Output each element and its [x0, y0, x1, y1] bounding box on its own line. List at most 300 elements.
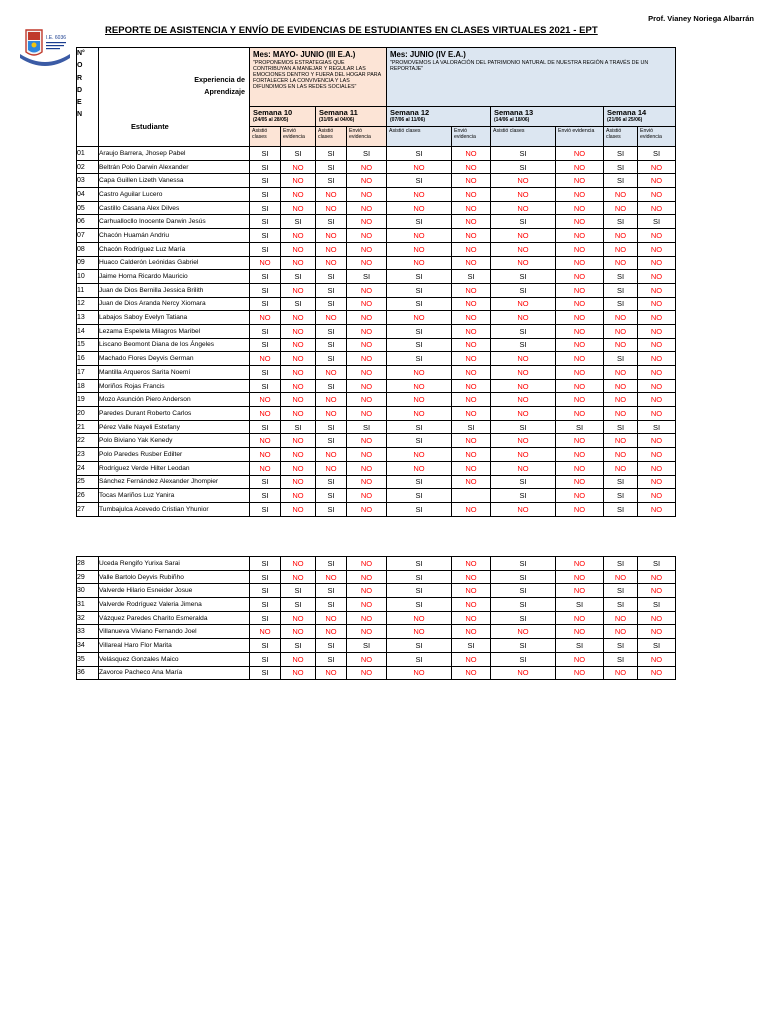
student-name: Beltrán Polo Darwin Alexander — [99, 160, 250, 174]
attendance-cell: SI — [250, 160, 281, 174]
attendance-cell: SI — [316, 502, 347, 516]
evidence-cell: NO — [452, 215, 491, 229]
evidence-cell: NO — [452, 160, 491, 174]
row-number: 32 — [77, 611, 99, 625]
attendance-cell: SI — [604, 652, 638, 666]
student-name: Villareal Haro Flor Marita — [99, 639, 250, 653]
attendance-cell: NO — [387, 611, 452, 625]
student-name: Paredes Durant Roberto Carlos — [99, 407, 250, 421]
evidence-cell: NO — [452, 379, 491, 393]
evidence-cell: NO — [638, 201, 676, 215]
student-name: Chacón Huamán Andriu — [99, 229, 250, 243]
student-name: Tocas Mariños Luz Yanira — [99, 489, 250, 503]
attendance-cell: NO — [491, 393, 556, 407]
attendance-cell: SI — [387, 283, 452, 297]
sub-envio: Envió evidencia — [281, 127, 316, 147]
row-number: 21 — [77, 420, 99, 434]
week-11-header: Semana 11 (31/05 al 04/06) — [316, 107, 387, 127]
row-number: 31 — [77, 598, 99, 612]
attendance-cell: SI — [250, 598, 281, 612]
attendance-cell: SI — [316, 297, 347, 311]
attendance-cell: SI — [491, 420, 556, 434]
sub-envio: Envió evidencia — [347, 127, 387, 147]
student-name: Araujo Barrera, Jhosep Pabel — [99, 147, 250, 161]
attendance-cell: SI — [316, 420, 347, 434]
evidence-cell: NO — [452, 393, 491, 407]
attendance-cell: NO — [387, 160, 452, 174]
evidence-cell: NO — [347, 489, 387, 503]
student-name: Valverde Rodríguez Valeria Jimena — [99, 598, 250, 612]
evidence-cell: NO — [556, 502, 604, 516]
evidence-cell: NO — [556, 557, 604, 571]
attendance-cell: SI — [387, 420, 452, 434]
attendance-cell: SI — [316, 324, 347, 338]
row-number: 35 — [77, 652, 99, 666]
evidence-cell: NO — [556, 242, 604, 256]
student-name: Vázquez Paredes Charito Esmeralda — [99, 611, 250, 625]
evidence-cell: NO — [347, 652, 387, 666]
student-name: Juan de Dios Bernilla Jessica Brilith — [99, 283, 250, 297]
attendance-cell: SI — [387, 174, 452, 188]
evidence-cell: NO — [347, 201, 387, 215]
evidence-cell: NO — [281, 434, 316, 448]
row-number: 25 — [77, 475, 99, 489]
evidence-cell: SI — [638, 420, 676, 434]
evidence-cell: NO — [281, 502, 316, 516]
attendance-cell: SI — [387, 147, 452, 161]
evidence-cell: NO — [452, 147, 491, 161]
attendance-cell: SI — [250, 570, 281, 584]
attendance-cell: NO — [387, 461, 452, 475]
row-number: 36 — [77, 666, 99, 680]
attendance-cell: NO — [491, 434, 556, 448]
attendance-cell: NO — [316, 242, 347, 256]
evidence-cell: NO — [281, 448, 316, 462]
student-row — [77, 652, 676, 666]
student-row — [77, 188, 676, 202]
attendance-cell: SI — [491, 160, 556, 174]
attendance-cell: NO — [316, 407, 347, 421]
evidence-cell: NO — [556, 311, 604, 325]
evidence-cell: NO — [347, 625, 387, 639]
attendance-cell: NO — [604, 625, 638, 639]
student-row — [77, 557, 676, 571]
attendance-cell: NO — [387, 666, 452, 680]
evidence-cell: NO — [347, 160, 387, 174]
evidence-cell: SI — [638, 557, 676, 571]
attendance-cell: SI — [316, 338, 347, 352]
attendance-cell: NO — [250, 256, 281, 270]
evidence-cell: NO — [638, 311, 676, 325]
student-row — [77, 229, 676, 243]
student-row — [77, 147, 676, 161]
attendance-cell: NO — [604, 256, 638, 270]
attendance-cell: SI — [604, 270, 638, 284]
row-number: 11 — [77, 283, 99, 297]
attendance-cell: NO — [604, 434, 638, 448]
attendance-cell: SI — [491, 639, 556, 653]
month2-description: "PROMOVEMOS LA VALORACIÓN DEL PATRIMONIO NATURAL DE NUESTRA REGIÓN A TRAVÉS DE UN REPORTAJE" — [390, 60, 649, 73]
attendance-cell: NO — [491, 502, 556, 516]
evidence-cell: NO — [347, 297, 387, 311]
student-name: Labajos Saboy Evelyn Tatiana — [99, 311, 250, 325]
attendance-cell: SI — [491, 324, 556, 338]
attendance-cell: NO — [604, 188, 638, 202]
attendance-cell: NO — [604, 570, 638, 584]
evidence-cell: NO — [347, 352, 387, 366]
evidence-cell: NO — [452, 229, 491, 243]
attendance-cell: NO — [387, 448, 452, 462]
evidence-cell: NO — [452, 283, 491, 297]
evidence-cell: NO — [347, 666, 387, 680]
attendance-cell: SI — [491, 489, 556, 503]
sub-asistio: Asistió clases — [604, 127, 638, 147]
evidence-cell: NO — [281, 366, 316, 380]
month1-description: "PROPONEMOS ESTRATEGIAS QUE CONTRIBUYAN A MANEJAR Y REGULAR LAS EMOCIONES DENTRO Y FUERA DEL HOGAR PARA FORTALECER LA CONVIVENCIA Y LAS DIFUNDIMOS EN LAS REDES SOCIALES" — [253, 60, 381, 91]
evidence-cell: NO — [347, 324, 387, 338]
evidence-cell: NO — [347, 570, 387, 584]
attendance-cell: SI — [250, 338, 281, 352]
attendance-cell: NO — [604, 242, 638, 256]
attendance-cell: SI — [387, 475, 452, 489]
evidence-cell: NO — [556, 584, 604, 598]
sub-envio: Envió evidencia — [452, 127, 491, 147]
evidence-cell: NO — [452, 461, 491, 475]
evidence-cell: NO — [347, 229, 387, 243]
evidence-cell: NO — [556, 461, 604, 475]
attendance-cell: NO — [250, 461, 281, 475]
attendance-cell: NO — [387, 256, 452, 270]
attendance-cell: NO — [316, 393, 347, 407]
row-number: 06 — [77, 215, 99, 229]
evidence-cell: NO — [556, 611, 604, 625]
attendance-cell: NO — [604, 407, 638, 421]
month-may-june-header — [250, 48, 387, 107]
attendance-cell: NO — [491, 229, 556, 243]
sub-envio: Envió evidencia — [556, 127, 604, 147]
attendance-cell: NO — [387, 311, 452, 325]
attendance-cell: SI — [604, 160, 638, 174]
student-name: Carhuallocllo Inocente Darwin Jesús — [99, 215, 250, 229]
evidence-cell: SI — [281, 147, 316, 161]
attendance-cell: SI — [250, 174, 281, 188]
attendance-cell: NO — [316, 448, 347, 462]
attendance-cell: SI — [316, 352, 347, 366]
evidence-cell: SI — [556, 420, 604, 434]
attendance-cell: NO — [316, 570, 347, 584]
attendance-cell: NO — [316, 461, 347, 475]
evidence-cell: NO — [347, 584, 387, 598]
attendance-cell: SI — [316, 434, 347, 448]
attendance-cell: SI — [250, 489, 281, 503]
evidence-cell: NO — [452, 324, 491, 338]
attendance-cell: SI — [604, 420, 638, 434]
evidence-cell — [452, 489, 491, 503]
attendance-cell: NO — [316, 366, 347, 380]
attendance-cell: NO — [604, 311, 638, 325]
sub-asistio: Asistió clases — [316, 127, 347, 147]
attendance-cell: SI — [604, 174, 638, 188]
evidence-cell: NO — [556, 160, 604, 174]
evidence-cell: SI — [452, 270, 491, 284]
student-name: Chacón Rodríguez Luz María — [99, 242, 250, 256]
attendance-cell: NO — [604, 461, 638, 475]
row-number: 23 — [77, 448, 99, 462]
attendance-cell: NO — [316, 188, 347, 202]
evidence-cell: SI — [347, 147, 387, 161]
student-row — [77, 297, 676, 311]
evidence-cell: SI — [347, 270, 387, 284]
evidence-cell: NO — [281, 324, 316, 338]
attendance-cell: SI — [250, 639, 281, 653]
sub-asistio: Asistió clases — [250, 127, 281, 147]
evidence-cell: NO — [281, 338, 316, 352]
evidence-cell: NO — [281, 652, 316, 666]
attendance-cell: NO — [387, 242, 452, 256]
evidence-cell: NO — [556, 652, 604, 666]
evidence-cell: NO — [556, 147, 604, 161]
attendance-cell: NO — [491, 352, 556, 366]
evidence-cell: NO — [556, 297, 604, 311]
evidence-cell: NO — [281, 379, 316, 393]
row-number: 10 — [77, 270, 99, 284]
attendance-cell: SI — [250, 215, 281, 229]
attendance-cell: SI — [491, 611, 556, 625]
student-row — [77, 475, 676, 489]
attendance-cell: NO — [604, 666, 638, 680]
attendance-cell: SI — [387, 584, 452, 598]
attendance-cell: NO — [387, 407, 452, 421]
row-number: 09 — [77, 256, 99, 270]
attendance-cell: SI — [250, 366, 281, 380]
evidence-cell: NO — [638, 188, 676, 202]
attendance-cell: NO — [316, 611, 347, 625]
attendance-cell: NO — [491, 242, 556, 256]
student-row — [77, 338, 676, 352]
student-row — [77, 311, 676, 325]
attendance-cell: SI — [250, 188, 281, 202]
row-number: 34 — [77, 639, 99, 653]
week-12-header: Semana 12 (07/06 al 11/06) — [387, 107, 491, 127]
evidence-cell: NO — [452, 188, 491, 202]
evidence-cell: NO — [281, 352, 316, 366]
student-row — [77, 434, 676, 448]
student-row — [77, 598, 676, 612]
attendance-cell: SI — [387, 570, 452, 584]
evidence-cell: NO — [347, 188, 387, 202]
evidence-cell: NO — [556, 448, 604, 462]
attendance-cell: SI — [491, 570, 556, 584]
evidence-cell: NO — [556, 366, 604, 380]
week-10-header: Semana 10 (24/05 al 28/05) — [250, 107, 316, 127]
evidence-cell: NO — [556, 666, 604, 680]
row-number: 18 — [77, 379, 99, 393]
attendance-cell: SI — [387, 324, 452, 338]
evidence-cell: NO — [347, 461, 387, 475]
attendance-cell: NO — [604, 611, 638, 625]
evidence-cell: NO — [556, 338, 604, 352]
evidence-cell: NO — [638, 283, 676, 297]
attendance-cell: NO — [316, 201, 347, 215]
evidence-cell: NO — [638, 324, 676, 338]
student-row — [77, 242, 676, 256]
row-number: 05 — [77, 201, 99, 215]
aprendizaje-label: Aprendizaje — [204, 87, 245, 96]
student-column-header: Estudiante — [131, 122, 169, 131]
evidence-cell: NO — [452, 448, 491, 462]
attendance-cell: SI — [387, 215, 452, 229]
student-name: Moriños Rojas Francis — [99, 379, 250, 393]
evidence-cell: NO — [638, 570, 676, 584]
attendance-cell: SI — [250, 475, 281, 489]
evidence-cell: NO — [452, 570, 491, 584]
student-name: Velásquez Gonzales Maico — [99, 652, 250, 666]
attendance-cell: SI — [604, 297, 638, 311]
evidence-cell: NO — [638, 434, 676, 448]
row-number: 17 — [77, 366, 99, 380]
evidence-cell: NO — [638, 502, 676, 516]
evidence-cell: NO — [452, 338, 491, 352]
attendance-cell: SI — [250, 666, 281, 680]
student-row — [77, 502, 676, 516]
attendance-cell: SI — [491, 652, 556, 666]
evidence-cell: NO — [638, 625, 676, 639]
student-name: Rodríguez Verde Hilter Leodan — [99, 461, 250, 475]
attendance-cell: SI — [387, 652, 452, 666]
attendance-cell: NO — [491, 256, 556, 270]
row-number: 29 — [77, 570, 99, 584]
evidence-cell: NO — [638, 461, 676, 475]
row-number: 30 — [77, 584, 99, 598]
student-name: Villanueva Viviano Fernando Joel — [99, 625, 250, 639]
attendance-cell: SI — [250, 611, 281, 625]
attendance-cell: SI — [387, 338, 452, 352]
attendance-cell: NO — [316, 256, 347, 270]
attendance-cell: SI — [491, 147, 556, 161]
row-number: 01 — [77, 147, 99, 161]
evidence-cell: SI — [281, 420, 316, 434]
evidence-cell: NO — [638, 666, 676, 680]
evidence-cell: NO — [347, 557, 387, 571]
student-name: Castro Aguilar Lucero — [99, 188, 250, 202]
student-name: Jaime Horna Ricardo Mauricio — [99, 270, 250, 284]
attendance-cell: SI — [491, 557, 556, 571]
row-number: 13 — [77, 311, 99, 325]
evidence-cell: NO — [556, 489, 604, 503]
attendance-cell: NO — [604, 338, 638, 352]
evidence-cell: NO — [638, 270, 676, 284]
attendance-cell: NO — [387, 188, 452, 202]
sub-envio: Envió evidencia — [638, 127, 676, 147]
row-number: 04 — [77, 188, 99, 202]
student-name: Liscano Beomont Diana de los Ángeles — [99, 338, 250, 352]
attendance-cell: SI — [250, 420, 281, 434]
attendance-cell: NO — [604, 324, 638, 338]
attendance-cell: SI — [250, 147, 281, 161]
evidence-cell: NO — [452, 407, 491, 421]
evidence-cell: NO — [556, 201, 604, 215]
row-number: 14 — [77, 324, 99, 338]
attendance-cell: NO — [387, 625, 452, 639]
evidence-cell: NO — [638, 584, 676, 598]
row-number: 03 — [77, 174, 99, 188]
evidence-cell: NO — [638, 174, 676, 188]
attendance-table-continued — [76, 556, 676, 680]
attendance-cell: SI — [316, 489, 347, 503]
attendance-cell: SI — [491, 338, 556, 352]
evidence-cell: NO — [638, 366, 676, 380]
attendance-cell: SI — [316, 639, 347, 653]
evidence-cell: NO — [281, 489, 316, 503]
evidence-cell: SI — [281, 584, 316, 598]
attendance-cell: SI — [250, 502, 281, 516]
attendance-cell: SI — [387, 270, 452, 284]
evidence-cell: NO — [347, 242, 387, 256]
attendance-cell: SI — [250, 242, 281, 256]
evidence-cell: NO — [556, 270, 604, 284]
student-name: Pérez Valle Nayeli Estefany — [99, 420, 250, 434]
evidence-cell: NO — [281, 570, 316, 584]
attendance-cell: SI — [604, 598, 638, 612]
attendance-cell: NO — [316, 625, 347, 639]
attendance-cell: SI — [250, 324, 281, 338]
attendance-cell: SI — [250, 201, 281, 215]
student-row — [77, 489, 676, 503]
evidence-cell: SI — [347, 420, 387, 434]
evidence-cell: NO — [281, 311, 316, 325]
student-name: Valverde Hilario Esneider Josue — [99, 584, 250, 598]
evidence-cell: NO — [452, 242, 491, 256]
evidence-cell: NO — [347, 393, 387, 407]
attendance-cell: NO — [604, 448, 638, 462]
attendance-cell: SI — [491, 270, 556, 284]
evidence-cell: NO — [452, 174, 491, 188]
student-row — [77, 611, 676, 625]
attendance-cell: NO — [604, 366, 638, 380]
evidence-cell: NO — [347, 311, 387, 325]
attendance-cell: SI — [316, 557, 347, 571]
row-number: 19 — [77, 393, 99, 407]
row-number: 07 — [77, 229, 99, 243]
row-number: 12 — [77, 297, 99, 311]
attendance-cell: SI — [316, 174, 347, 188]
attendance-cell: SI — [387, 489, 452, 503]
student-row — [77, 201, 676, 215]
evidence-cell: NO — [281, 625, 316, 639]
student-name: Uceda Rengifo Yurixa Sarai — [99, 557, 250, 571]
evidence-cell: NO — [452, 652, 491, 666]
attendance-cell: NO — [250, 448, 281, 462]
attendance-cell: SI — [250, 379, 281, 393]
attendance-cell: SI — [316, 160, 347, 174]
evidence-cell: NO — [281, 229, 316, 243]
evidence-cell: NO — [638, 352, 676, 366]
attendance-cell: NO — [316, 229, 347, 243]
attendance-cell: SI — [316, 215, 347, 229]
attendance-cell: SI — [387, 297, 452, 311]
evidence-cell: NO — [281, 283, 316, 297]
evidence-cell: NO — [556, 407, 604, 421]
attendance-cell: SI — [604, 215, 638, 229]
evidence-cell: NO — [556, 352, 604, 366]
attendance-cell: NO — [250, 393, 281, 407]
evidence-cell: NO — [638, 475, 676, 489]
attendance-cell: SI — [604, 502, 638, 516]
student-row — [77, 461, 676, 475]
evidence-cell: SI — [638, 215, 676, 229]
evidence-cell: NO — [347, 283, 387, 297]
row-number: 16 — [77, 352, 99, 366]
